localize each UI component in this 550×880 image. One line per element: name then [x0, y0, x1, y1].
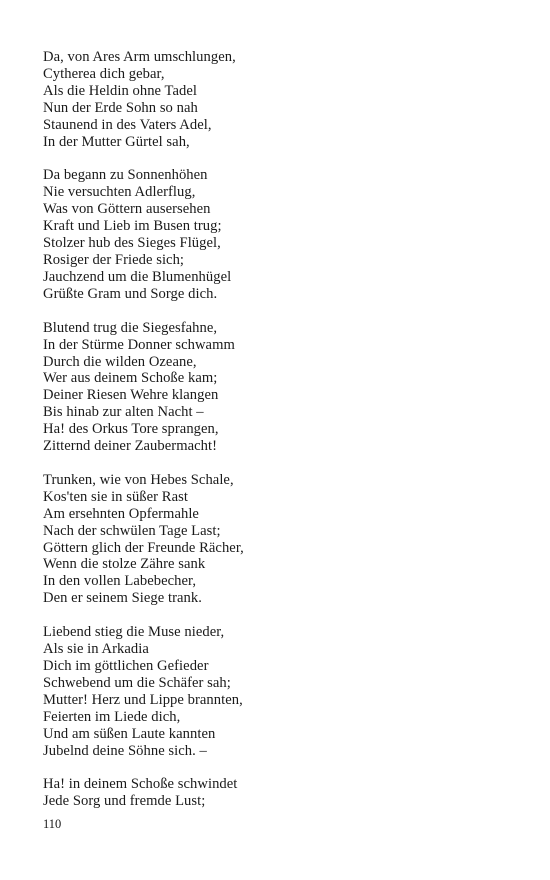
- verse-line: Da, von Ares Arm umschlungen,: [43, 49, 236, 65]
- verse-line: Feierten im Liede dich,: [43, 708, 181, 725]
- verse-line: Kos'ten sie in süßer Rast: [43, 488, 188, 505]
- verse-line: Nach der schwülen Tage Last;: [43, 522, 221, 539]
- verse-line: Wer aus deinem Schoße kam;: [43, 370, 218, 387]
- verse-line: Kraft und Lieb im Busen trug;: [43, 218, 222, 235]
- stanza-2: [43, 167, 523, 302]
- verse-line: Deiner Riesen Wehre klangen: [43, 387, 219, 404]
- verse-line: Jubelnd deine Söhne sich. –: [43, 742, 207, 759]
- verse-line: Staunend in des Vaters Adel,: [43, 116, 212, 133]
- verse-line: Mutter! Herz und Lippe brannten,: [43, 691, 243, 708]
- verse-line: Cytherea dich gebar,: [43, 65, 165, 82]
- verse-line: Nie versuchten Adlerflug,: [43, 184, 196, 201]
- page-number: 110: [43, 817, 62, 831]
- verse-line: Ha! des Orkus Tore sprangen,: [43, 421, 219, 438]
- verse-line: Wenn die stolze Zähre sank: [43, 556, 206, 573]
- verse-line: In der Stürme Donner schwamm: [43, 336, 235, 353]
- verse-line: Jede Sorg und fremde Lust;: [43, 793, 206, 810]
- verse-line: Nun der Erde Sohn so nah: [43, 99, 198, 116]
- verse-line: Bis hinab zur alten Nacht –: [43, 404, 204, 421]
- verse-line: Als sie in Arkadia: [43, 641, 149, 658]
- stanza-4: [43, 472, 523, 607]
- verse-line: Jauchzend um die Blumenhügel: [43, 268, 232, 285]
- verse-line: In den vollen Labebecher,: [43, 573, 197, 590]
- verse-line: Liebend stieg die Muse nieder,: [43, 624, 225, 641]
- stanza-5: [43, 624, 523, 759]
- verse-line: Dich im göttlichen Gefieder: [43, 658, 209, 674]
- verse-line: Den er seinem Siege trank.: [43, 590, 202, 607]
- stanza-1: [43, 49, 523, 150]
- verse-line: Am ersehnten Opfermahle: [43, 505, 199, 522]
- verse-line: Als die Heldin ohne Tadel: [43, 82, 197, 99]
- stanza-6: [43, 776, 523, 810]
- poem-text: [43, 49, 523, 827]
- verse-line: Da begann zu Sonnenhöhen: [43, 167, 208, 184]
- stanza-3: [43, 320, 523, 455]
- verse-line: Göttern glich der Freunde Rächer,: [43, 539, 244, 556]
- verse-line: Zitternd deiner Zaubermacht!: [43, 438, 218, 455]
- verse-line: Ha! in deinem Schoße schwindet: [43, 776, 238, 793]
- verse-line: Schwebend um die Schäfer sah;: [43, 674, 231, 691]
- verse-line: Durch die wilden Ozeane,: [43, 353, 197, 370]
- verse-line: Stolzer hub des Sieges Flügel,: [43, 235, 221, 252]
- verse-line: Rosiger der Friede sich;: [43, 251, 185, 268]
- verse-line: Blutend trug die Siegesfahne,: [43, 319, 218, 336]
- verse-line: Grüßte Gram und Sorge dich.: [43, 285, 218, 302]
- verse-line: In der Mutter Gürtel sah,: [43, 133, 190, 150]
- verse-line: Was von Göttern ausersehen: [43, 201, 211, 218]
- verse-line: Trunken, wie von Hebes Schale,: [43, 471, 234, 488]
- verse-line: Und am süßen Laute kannten: [43, 725, 216, 742]
